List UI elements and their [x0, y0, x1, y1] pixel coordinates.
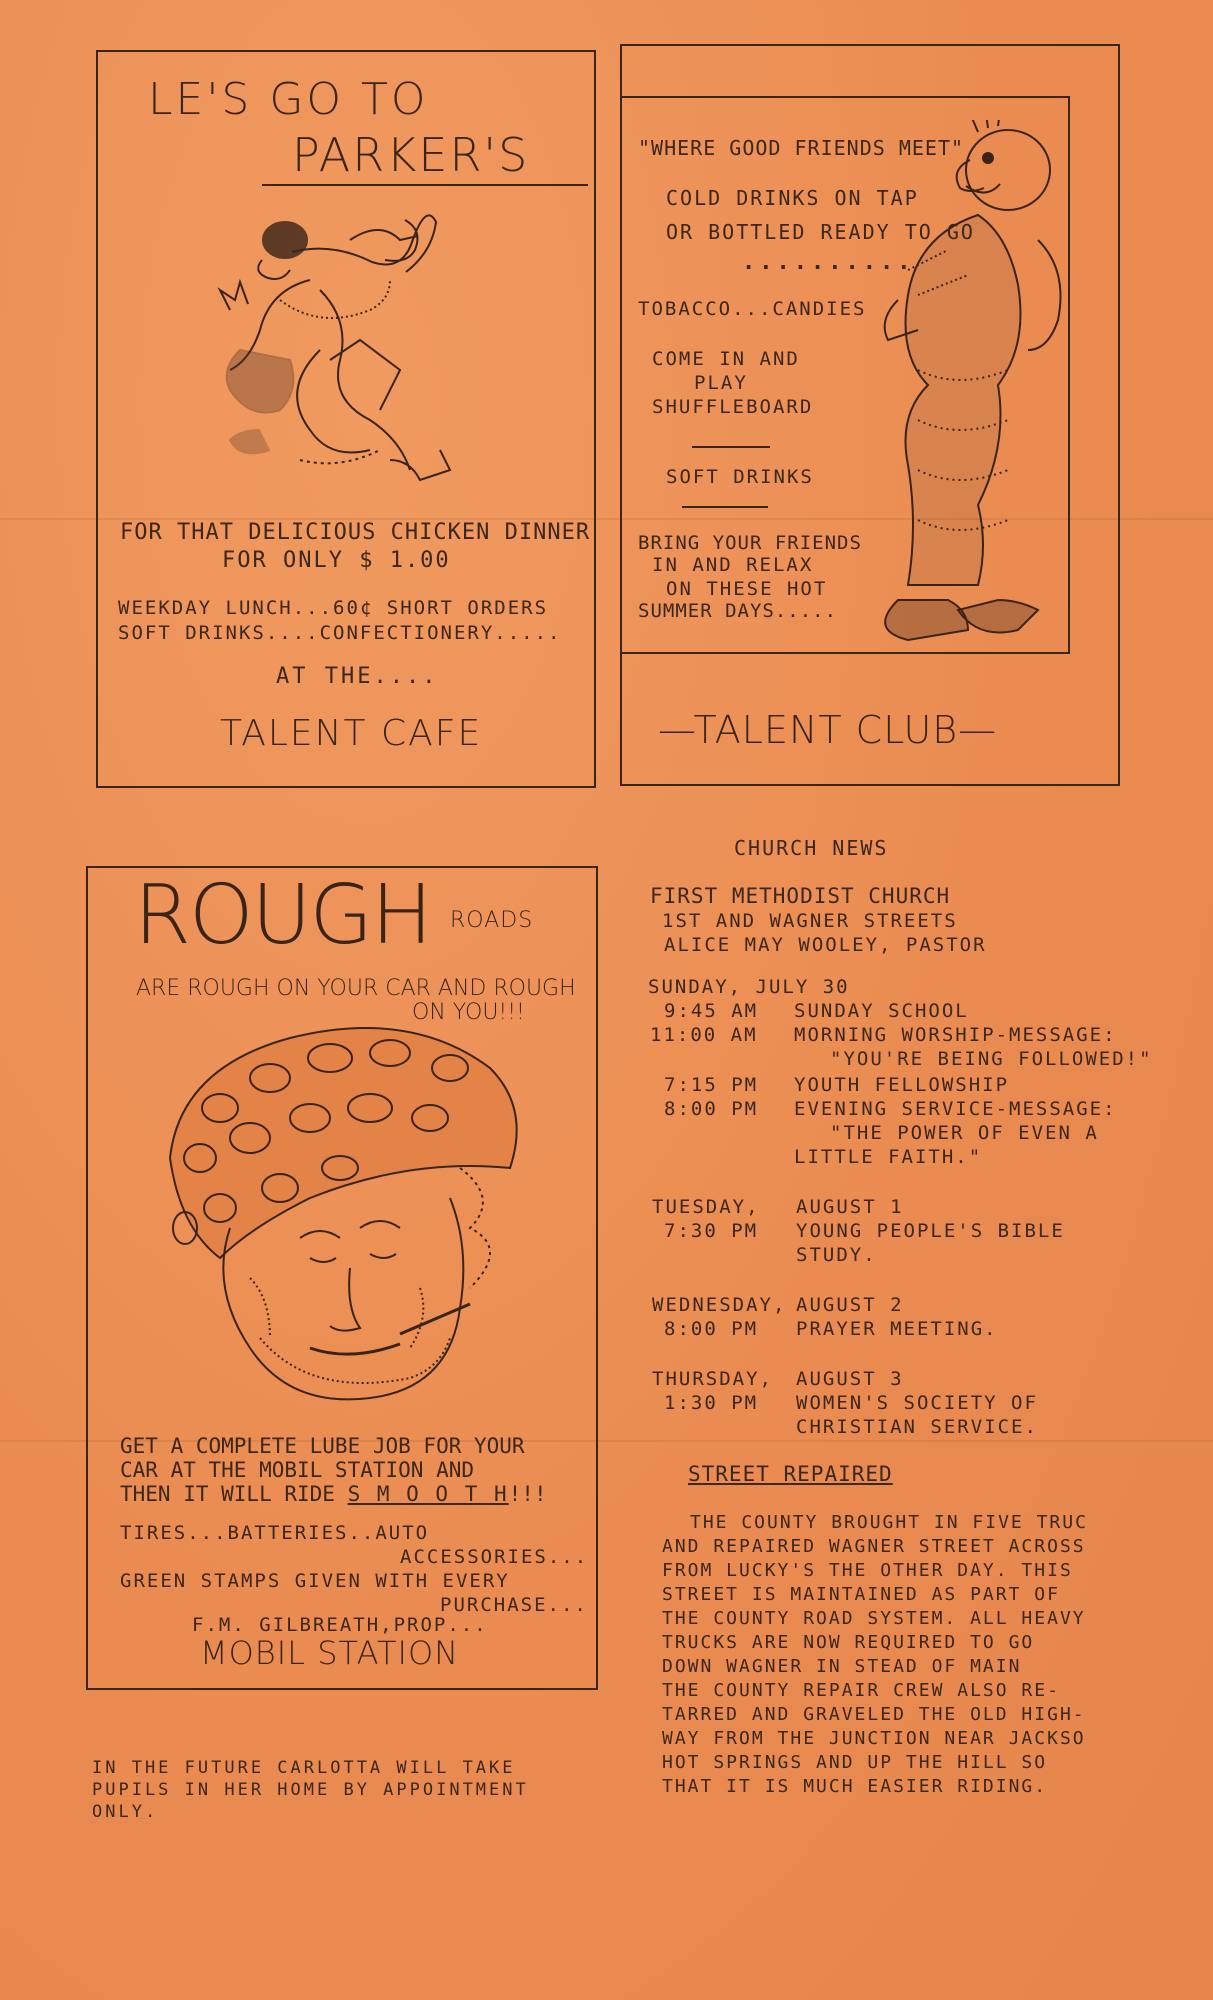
mobil-tag-2: ON YOU!!! — [412, 1000, 525, 1025]
church-th1-time: 1:30 PM — [664, 1392, 759, 1414]
cafe-headline-2: PARKER'S — [292, 128, 530, 182]
mobil-line-5: ACCESSORIES... — [400, 1546, 589, 1568]
church-s2-time: 11:00 AM — [650, 1024, 758, 1046]
church-s4-event-c: LITTLE FAITH." — [794, 1146, 983, 1168]
mobil-tag-1: ARE ROUGH ON YOUR CAR AND ROUGH — [136, 976, 576, 1001]
grumpy-man-illustration — [160, 1018, 590, 1418]
street-line: AND REPAIRED WAGNER STREET ACROSS — [662, 1536, 1086, 1557]
cafe-line-3: WEEKDAY LUNCH...60¢ SHORT ORDERS — [118, 597, 549, 619]
mobil-headline-big: ROUGH — [134, 868, 431, 963]
church-name: FIRST METHODIST CHURCH — [650, 884, 951, 908]
cafe-line-2: FOR ONLY $ 1.00 — [222, 548, 451, 573]
church-t1-event: YOUNG PEOPLE'S BIBLE — [796, 1220, 1065, 1242]
church-pastor: ALICE MAY WOOLEY, PASTOR — [664, 934, 987, 956]
club-line-10: IN AND RELAX — [652, 554, 814, 576]
street-heading — [688, 1462, 893, 1486]
club-line-5: COME IN AND — [652, 348, 800, 370]
club-line-3: OR BOTTLED READY TO GO — [666, 220, 975, 244]
street-line: DOWN WAGNER IN STEAD OF MAIN — [662, 1656, 1022, 1677]
club-name: —TALENT CLUB— — [658, 708, 998, 752]
church-s4-time: 8:00 PM — [664, 1098, 759, 1120]
street-line: FROM LUCKY'S THE OTHER DAY. THIS — [662, 1560, 1073, 1581]
mobil-line-2: CAR AT THE MOBIL STATION AND — [120, 1458, 475, 1482]
club-line-2: COLD DRINKS ON TAP — [666, 186, 919, 210]
church-s3-time: 7:15 PM — [664, 1074, 759, 1096]
mobil-line-6: GREEN STAMPS GIVEN WITH EVERY — [120, 1570, 510, 1592]
club-line-8: SOFT DRINKS — [666, 466, 814, 488]
club-dots: .......... — [742, 250, 915, 275]
club-line-9: BRING YOUR FRIENDS — [638, 532, 862, 554]
church-w1-event: PRAYER MEETING. — [796, 1318, 998, 1340]
church-day-3-date: AUGUST 2 — [796, 1294, 904, 1316]
carlotta-line-3: ONLY. — [92, 1802, 159, 1822]
church-heading: CHURCH NEWS — [734, 836, 889, 860]
church-day-1: SUNDAY, JULY 30 — [648, 976, 850, 998]
mobil-line-3 — [120, 1482, 547, 1506]
mobil-name: MOBIL STATION — [200, 1634, 460, 1672]
church-day-2-date: AUGUST 1 — [796, 1196, 904, 1218]
mobil-line-7: PURCHASE... — [440, 1594, 588, 1616]
mobil-line-4: TIRES...BATTERIES..AUTO — [120, 1522, 430, 1544]
church-day-4: THURSDAY, — [652, 1368, 773, 1390]
church-day-4-date: AUGUST 3 — [796, 1368, 904, 1390]
cafe-line-4: SOFT DRINKS....CONFECTIONERY..... — [118, 622, 562, 644]
church-s1-time: 9:45 AM — [664, 1000, 759, 1022]
club-line-11: ON THESE HOT — [666, 578, 828, 600]
club-line-1: "WHERE GOOD FRIENDS MEET" — [638, 136, 965, 160]
cafe-headline-rule — [262, 184, 588, 186]
mobil-line-3a: THEN IT WILL RIDE — [120, 1482, 348, 1506]
mobil-line-1: GET A COMPLETE LUBE JOB FOR YOUR — [120, 1434, 525, 1458]
carlotta-line-2: PUPILS IN HER HOME BY APPOINTMENT — [92, 1780, 529, 1800]
street-line: STREET IS MAINTAINED AS PART OF — [662, 1584, 1060, 1605]
church-day-2: TUESDAY, — [652, 1196, 760, 1218]
church-th1-event-b: CHRISTIAN SERVICE. — [796, 1416, 1038, 1438]
church-t1-time: 7:30 PM — [664, 1220, 759, 1242]
street-line: HOT SPRINGS AND UP THE HILL SO — [662, 1752, 1048, 1773]
church-day-3: WEDNESDAY, — [652, 1294, 787, 1316]
club-line-12: SUMMER DAYS..... — [638, 600, 838, 622]
church-th1-event: WOMEN'S SOCIETY OF — [796, 1392, 1038, 1414]
mobil-line-3c: !!! — [508, 1482, 547, 1506]
cafe-line-1: FOR THAT DELICIOUS CHICKEN DINNER — [120, 520, 591, 545]
church-s2-event-b: "YOU'RE BEING FOLLOWED!" — [830, 1048, 1153, 1070]
street-line: WAY FROM THE JUNCTION NEAR JACKSO — [662, 1728, 1086, 1749]
church-s4-event: EVENING SERVICE-MESSAGE: — [794, 1098, 1117, 1120]
church-address: 1ST AND WAGNER STREETS — [662, 910, 958, 932]
running-man-illustration — [200, 200, 500, 500]
church-s3-event: YOUTH FELLOWSHIP — [794, 1074, 1010, 1096]
church-t1-event-b: STUDY. — [796, 1244, 877, 1266]
church-s1-event: SUNDAY SCHOOL — [794, 1000, 969, 1022]
club-line-6: PLAY — [694, 372, 748, 394]
street-heading-a: STREET — [688, 1462, 770, 1486]
street-heading-b: REPAIRED — [783, 1462, 893, 1486]
carlotta-line-1: IN THE FUTURE CARLOTTA WILL TAKE — [92, 1758, 516, 1778]
mobil-smooth: S M O O T H — [347, 1482, 509, 1506]
mobil-line-8: F.M. GILBREATH,PROP... — [192, 1614, 488, 1636]
cafe-headline-1: LE'S GO TO — [148, 74, 429, 125]
church-w1-time: 8:00 PM — [664, 1318, 759, 1340]
street-line: THE COUNTY ROAD SYSTEM. ALL HEAVY — [662, 1608, 1086, 1629]
club-line-7: SHUFFLEBOARD — [652, 396, 814, 418]
street-line: TRUCKS ARE NOW REQUIRED TO GO — [662, 1632, 1035, 1653]
mobil-headline-small: ROADS — [450, 908, 534, 933]
cafe-name: TALENT CAFE — [220, 713, 483, 754]
street-line: THE COUNTY BROUGHT IN FIVE TRUC — [690, 1512, 1088, 1533]
cafe-line-5: AT THE.... — [276, 664, 439, 689]
club-rule-2 — [682, 506, 768, 508]
street-line: TARRED AND GRAVELED THE OLD HIGH- — [662, 1704, 1086, 1725]
church-s4-event-b: "THE POWER OF EVEN A — [830, 1122, 1099, 1144]
street-line: THAT IT IS MUCH EASIER RIDING. — [662, 1776, 1048, 1797]
club-line-4: TOBACCO...CANDIES — [638, 298, 867, 320]
street-line: THE COUNTY REPAIR CREW ALSO RE- — [662, 1680, 1060, 1701]
club-rule-1 — [692, 446, 770, 448]
church-s2-event: MORNING WORSHIP-MESSAGE: — [794, 1024, 1117, 1046]
